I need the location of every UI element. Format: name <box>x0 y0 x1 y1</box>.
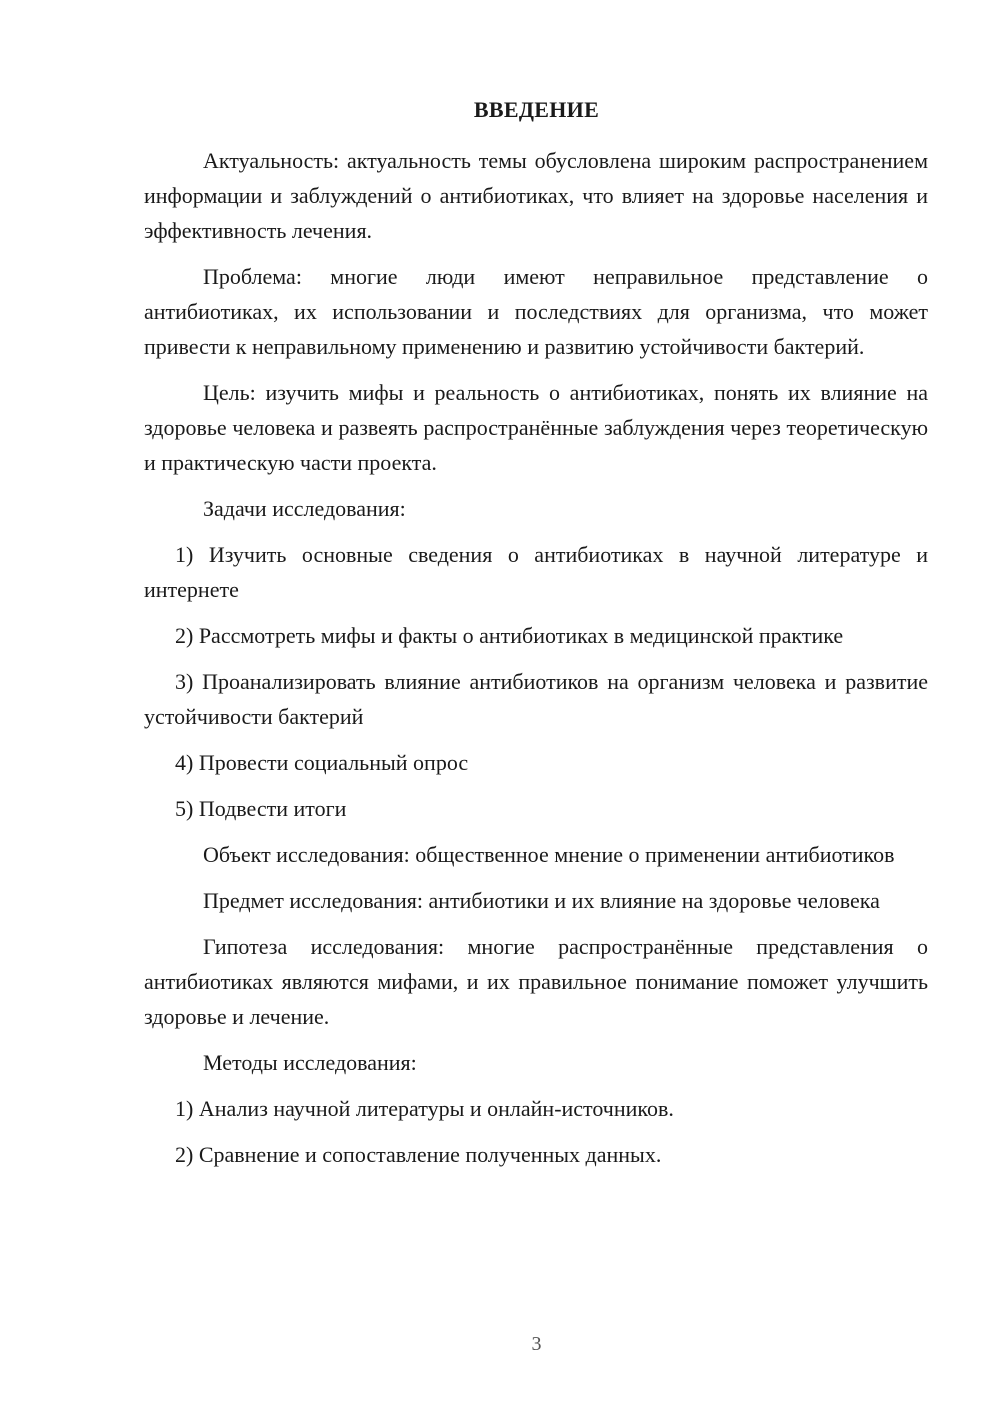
paragraph-problem: Проблема: многие люди имеют неправильное представление о антибиотиках, их использовании и последствиях для организма, что может привести к неправильному применению и развитию устойчивости бактерий. <box>144 264 928 359</box>
paragraph-goal: Цель: изучить мифы и реальность о антибиотиках, понять их влияние на здоровье человека и развеять распространённые заблуждения через теоретическую и практическую части проекта. <box>144 380 928 475</box>
method-item: 2) Сравнение и сопоставление полученных данных. <box>175 1142 662 1167</box>
paragraph-methods-heading: Методы исследования: <box>203 1050 417 1075</box>
paragraph-relevance: Актуальность: актуальность темы обусловлена широким распространением информации и заблуждений о антибиотиках, что влияет на здоровье населения и эффективность лечения. <box>144 148 928 243</box>
body-text <box>144 143 928 1183</box>
page-number: 3 <box>531 1333 542 1355</box>
paragraph-object: Объект исследования: общественное мнение о применении антибиотиков <box>203 842 895 867</box>
task-item: 4) Провести социальный опрос <box>175 750 469 775</box>
task-item: 1) Изучить основные сведения о антибиотиках в научной литературе и интернете <box>144 542 928 602</box>
task-item: 5) Подвести итоги <box>175 796 347 821</box>
paragraph-hypothesis: Гипотеза исследования: многие распространённые представления о антибиотиках являются мифами, и их правильное понимание поможет улучшить здоровье и лечение. <box>144 934 928 1029</box>
task-item: 2) Рассмотреть мифы и факты о антибиотиках в медицинской практике <box>175 623 844 648</box>
section-title: ВВЕДЕНИЕ <box>473 97 600 122</box>
method-item: 1) Анализ научной литературы и онлайн-источников. <box>175 1096 674 1121</box>
paragraph-subject: Предмет исследования: антибиотики и их влияние на здоровье человека <box>203 888 880 913</box>
paragraph-tasks-heading: Задачи исследования: <box>203 496 406 521</box>
task-item: 3) Проанализировать влияние антибиотиков на организм человека и развитие устойчивости бактерий <box>144 669 928 729</box>
